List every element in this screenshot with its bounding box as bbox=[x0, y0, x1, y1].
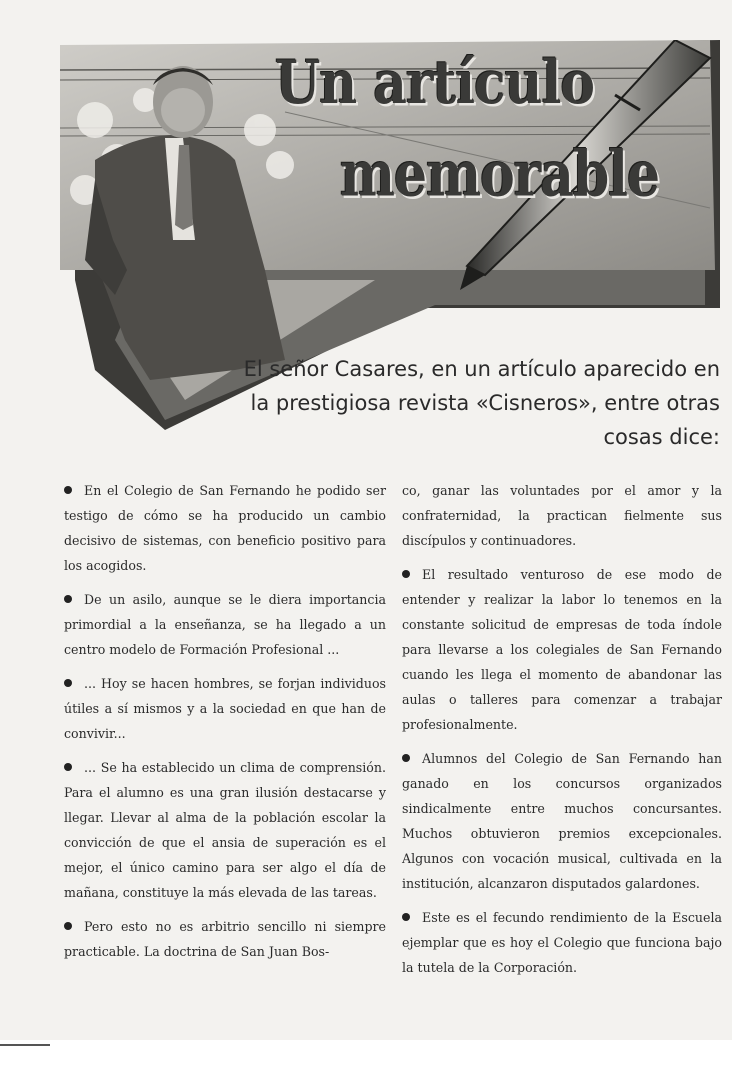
paragraph-text: Este es el fecundo rendimiento de la Escuela ejemplar que es hoy el Colegio que funciona bajo la tutela de la Corporación. bbox=[402, 910, 722, 975]
paragraph bbox=[64, 755, 386, 905]
bullet-icon bbox=[64, 763, 72, 771]
paragraph-text: ... Se ha establecido un clima de comprensión. Para el alumno es una gran ilusión destacarse y llegar. Llevar al alma de la población escolar la convicción de que el ansia de superación es el mejor, el único camino para ser algo el día de mañana, constituye la más elevada de las tareas. bbox=[64, 760, 386, 900]
banner-title bbox=[55, 40, 720, 300]
paragraph-text: El resultado venturoso de ese modo de entender y realizar la labor lo tenemos en la constante solicitud de empresas de toda índole para llevarse a los colegiales de San Fernando cuando les llega el momento de abandonar las aulas o talleres para comenzar a trabajar profesionalmente. bbox=[402, 567, 722, 732]
bullet-icon bbox=[402, 913, 410, 921]
paragraph-text: En el Colegio de San Fernando he podido ser testigo de cómo se ha producido un cambio decisivo de sistemas, con beneficio positivo para los acogidos. bbox=[64, 483, 386, 573]
title-line-1: Un artículo bbox=[275, 48, 595, 119]
paragraph bbox=[64, 478, 386, 578]
paragraph-text: Pero esto no es arbitrio sencillo ni siempre practicable. La doctrina de San Juan Bos- bbox=[64, 919, 386, 959]
intro-paragraph: El señor Casares, en un artículo aparecido en la prestigiosa revista «Cisneros», entre otras cosas dice: bbox=[243, 357, 720, 449]
paragraph bbox=[64, 587, 386, 662]
page-crease bbox=[0, 1044, 50, 1046]
paragraph bbox=[64, 914, 386, 964]
paragraph-text: ... Hoy se hacen hombres, se forjan individuos útiles a sí mismos y a la sociedad en que han de convivir... bbox=[64, 676, 386, 741]
title-line-2: memorable bbox=[340, 138, 660, 212]
left-column bbox=[64, 478, 386, 973]
paragraph bbox=[402, 746, 722, 896]
paragraph-text: co, ganar las voluntades por el amor y la confraternidad, la practican fielmente sus discípulos y continuadores. bbox=[402, 483, 722, 548]
bullet-icon bbox=[402, 570, 410, 578]
bullet-icon bbox=[64, 595, 72, 603]
paragraph bbox=[64, 671, 386, 746]
paragraph bbox=[402, 905, 722, 980]
paragraph bbox=[402, 562, 722, 737]
bullet-icon bbox=[64, 922, 72, 930]
bullet-icon bbox=[64, 679, 72, 687]
right-column bbox=[402, 478, 722, 989]
paragraph-text: Alumnos del Colegio de San Fernando han ganado en los concursos organizados sindicalmente entre muchos concursantes. Muchos obtuvieron premios excepcionales. Algunos con vocación musical, cultivada en la institución, alcanzaron disputados galardones. bbox=[402, 751, 722, 891]
paragraph-text: De un asilo, aunque se le diera importancia primordial a la enseñanza, se ha llegado a un centro modelo de Formación Profesional ... bbox=[64, 592, 386, 657]
bullet-icon bbox=[402, 754, 410, 762]
paragraph bbox=[402, 478, 722, 553]
bullet-icon bbox=[64, 486, 72, 494]
page-edge bbox=[0, 1040, 732, 1080]
